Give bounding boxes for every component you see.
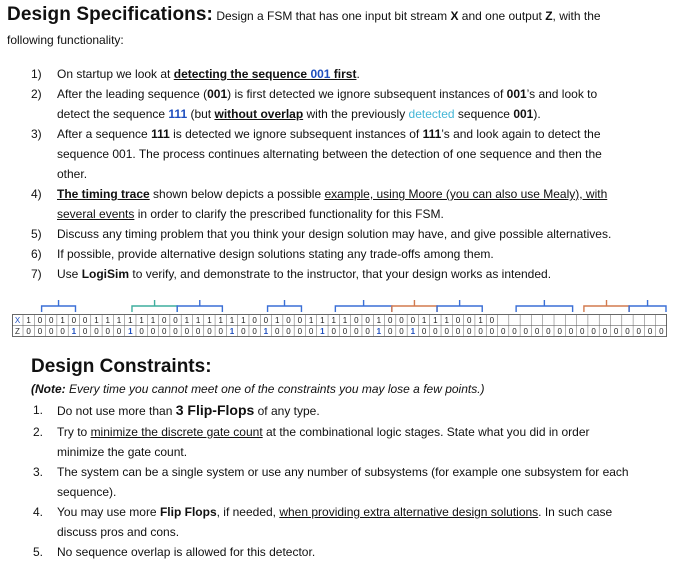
trace-z-bit: 0 <box>82 327 88 336</box>
trace-x-bit: 0 <box>387 316 393 325</box>
trace-z-bit: 0 <box>534 327 540 336</box>
trace-z-bit: 0 <box>150 327 156 336</box>
trace-z-bit: 0 <box>659 327 664 336</box>
trace-z-bit: 0 <box>139 327 144 336</box>
trace-z-bit: 0 <box>365 327 370 336</box>
trace-z-bit: 0 <box>523 327 528 336</box>
trace-x-bit: 1 <box>229 316 235 325</box>
trace-z-bit: 0 <box>444 327 449 336</box>
trace-x-bit: 1 <box>128 316 133 325</box>
spec-heading-line <box>7 4 601 26</box>
trace-x-bit: 1 <box>274 316 280 325</box>
trace-z-bit: 0 <box>37 327 43 336</box>
trace-z-bit: 1 <box>410 327 416 336</box>
trace-z-bit: 0 <box>557 327 562 336</box>
trace-x-bit: 1 <box>195 316 201 325</box>
trace-z-bit: 0 <box>625 327 630 336</box>
trace-z-bit: 0 <box>207 327 212 336</box>
trace-z-bit: 0 <box>331 327 336 336</box>
trace-z-bit: 1 <box>320 327 325 336</box>
constraints-title: Design Constraints: <box>31 356 212 377</box>
spec-title: Design Specifications: <box>7 4 213 25</box>
trace-x-bit: 0 <box>49 316 54 325</box>
trace-z-bit: 1 <box>376 327 382 336</box>
trace-bracket-6 <box>392 300 437 312</box>
trace-z-bit: 0 <box>252 327 257 336</box>
trace-z-bit: 0 <box>591 327 596 336</box>
trace-bracket-7 <box>437 300 482 312</box>
trace-z-bit: 0 <box>105 327 110 336</box>
trace-z-bit: 0 <box>342 327 348 336</box>
trace-x-bit: 0 <box>82 316 88 325</box>
trace-z-bit: 0 <box>613 327 619 336</box>
trace-z-bit: 0 <box>297 327 303 336</box>
trace-x-bit: 1 <box>94 316 99 325</box>
trace-z-bit: 0 <box>162 327 167 336</box>
trace-x-label: X <box>14 316 21 325</box>
trace-x-bit: 1 <box>320 316 325 325</box>
trace-z-bit: 0 <box>455 327 461 336</box>
trace-z-bit: 0 <box>94 327 99 336</box>
trace-x-bit: 0 <box>455 316 461 325</box>
trace-z-bit: 0 <box>274 327 280 336</box>
trace-bracket-8 <box>516 300 572 312</box>
trace-x-bit: 1 <box>241 316 246 325</box>
trace-z-bit: 0 <box>387 327 393 336</box>
trace-x-bit: 0 <box>297 316 303 325</box>
trace-z-bit: 1 <box>263 327 269 336</box>
trace-x-bit: 1 <box>444 316 449 325</box>
trace-x-bit: 0 <box>467 316 472 325</box>
trace-z-bit: 0 <box>354 327 359 336</box>
timing-trace-svg <box>12 296 667 340</box>
trace-x-bit: 1 <box>139 316 144 325</box>
trace-x-bit: 0 <box>37 316 43 325</box>
trace-bracket-3 <box>177 300 222 312</box>
trace-x-bit: 0 <box>489 316 495 325</box>
trace-x-bit: 1 <box>218 316 223 325</box>
trace-z-bit: 0 <box>286 327 291 336</box>
trace-z-bit: 0 <box>512 327 517 336</box>
trace-bracket-9 <box>584 300 629 312</box>
trace-x-bit: 0 <box>263 316 269 325</box>
trace-z-bit: 0 <box>433 327 438 336</box>
constraints-note: (Note: Every time you cannot meet one of the constraints you may lose a few points.) <box>31 382 485 396</box>
trace-bracket-1 <box>42 300 76 312</box>
trace-x-bit: 1 <box>376 316 382 325</box>
trace-z-bit: 0 <box>580 327 585 336</box>
trace-x-bit: 1 <box>308 316 314 325</box>
timing-trace <box>12 296 667 340</box>
trace-z-bit: 0 <box>489 327 495 336</box>
trace-z-bit: 0 <box>399 327 404 336</box>
trace-x-bit: 1 <box>60 316 65 325</box>
trace-z-bit: 0 <box>636 327 641 336</box>
trace-z-bit: 0 <box>116 327 122 336</box>
trace-x-bit: 1 <box>184 316 190 325</box>
document-page: Design Specifications: Design a FSM that has one input bit stream X and one output Z, with the following functionality: 1) On startup we look at detecting the sequence 001 first. 2) After the leading sequence (001) is first detected we ignore subsequent instances of 001’s and look to detect the sequence 111 (but without overlap with the previously detected sequence 001). 3) After a sequence 111 is detected we ignore subsequent instances of 111’s and look again to detect the sequence 001. The process continues alternating between the detection of one sequence and then the other. 4) The timing trace shown below depicts a possible example, using Moore (you can also use Mealy), with several events in order to clarify the prescribed functionality for this FSM. 5) Discuss any timing problem that you think your design solution may have, and give possible alternatives. 6) If possible, provide alternative design solutions stating any trade-offs among them. 7) Use LogiSim to verify, and demonstrate to the instructor, that your design works as intended. X Z 1 0 0 0 0 0 1 0 0 1 0 0 1 0 1 0 1 0 1 1 1 0 1 0 0 0 0 0 1 0 1 0 1 0 1 0 1 1 1 0 0 0 0 1 1 0 0 0 0 0 1 0 1 1 1 0 1 0 0 0 0 0 1 1 0 0 0 0 0 1 1 0 1 0 1 0 0 0 0 0 1 0 0 0 0 0 0 0 0 0 0 0 0 0 0 0 0 0 0 Design Constraints: (Note: Every time you cannot meet one of the constraints you may lose a few points.) 1. Do not use more than 3 Flip-Flops of any type. 2. Try to minimize the discrete gate count at the combinational logic stages. State what you did in order minimize the gate count. 3. The system can be a single system or use any number of subsystems (for example one subsystem for each sequence). 4. You may use more Flip Flops, if needed, when providing extra alternative design solutions. In such case discuss pros and cons. 5. No sequence overlap is allowed for this detector. <box>0 0 675 563</box>
trace-x-bit: 0 <box>410 316 416 325</box>
trace-x-bit: 0 <box>286 316 291 325</box>
trace-x-bit: 0 <box>173 316 178 325</box>
trace-x-bit: 1 <box>116 316 122 325</box>
trace-z-bit: 0 <box>241 327 246 336</box>
trace-z-bit: 0 <box>184 327 190 336</box>
trace-x-bit: 1 <box>342 316 348 325</box>
trace-x-bit: 0 <box>365 316 370 325</box>
trace-x-bit: 1 <box>150 316 156 325</box>
trace-z-bit: 0 <box>602 327 608 336</box>
trace-z-bit: 0 <box>421 327 427 336</box>
trace-z-bit: 0 <box>218 327 223 336</box>
trace-x-bit: 0 <box>354 316 359 325</box>
trace-z-bit: 0 <box>467 327 472 336</box>
trace-z-bit: 0 <box>49 327 54 336</box>
trace-x-bit: 1 <box>331 316 336 325</box>
trace-z-bit: 0 <box>568 327 574 336</box>
trace-z-bit: 1 <box>229 327 235 336</box>
trace-bracket-10 <box>629 300 666 312</box>
trace-z-bit: 1 <box>71 327 77 336</box>
spec-intro-line2: following functionality: <box>7 33 124 47</box>
trace-bracket-4 <box>268 300 302 312</box>
trace-z-bit: 0 <box>195 327 201 336</box>
trace-z-bit: 0 <box>60 327 65 336</box>
trace-x-bit: 0 <box>252 316 257 325</box>
trace-z-bit: 0 <box>308 327 314 336</box>
trace-z-label: Z <box>15 327 20 336</box>
trace-z-bit: 0 <box>173 327 178 336</box>
trace-x-bit: 1 <box>421 316 427 325</box>
trace-x-bit: 1 <box>478 316 483 325</box>
trace-x-bit: 0 <box>162 316 167 325</box>
trace-z-bit: 0 <box>478 327 483 336</box>
trace-x-bit: 1 <box>105 316 110 325</box>
trace-x-bit: 1 <box>207 316 212 325</box>
trace-z-bit: 0 <box>647 327 653 336</box>
trace-bracket-5 <box>335 300 391 312</box>
trace-x-bit: 0 <box>399 316 404 325</box>
trace-z-bit: 0 <box>546 327 551 336</box>
trace-x-bit: 1 <box>26 316 31 325</box>
trace-bracket-2 <box>132 300 177 312</box>
spec-intro: Design a FSM that has one input bit stream X and one output Z, with the <box>216 9 601 23</box>
trace-x-bit: 1 <box>433 316 438 325</box>
trace-z-bit: 1 <box>128 327 133 336</box>
trace-x-bit: 0 <box>71 316 77 325</box>
trace-z-bit: 0 <box>500 327 506 336</box>
trace-z-bit: 0 <box>26 327 31 336</box>
